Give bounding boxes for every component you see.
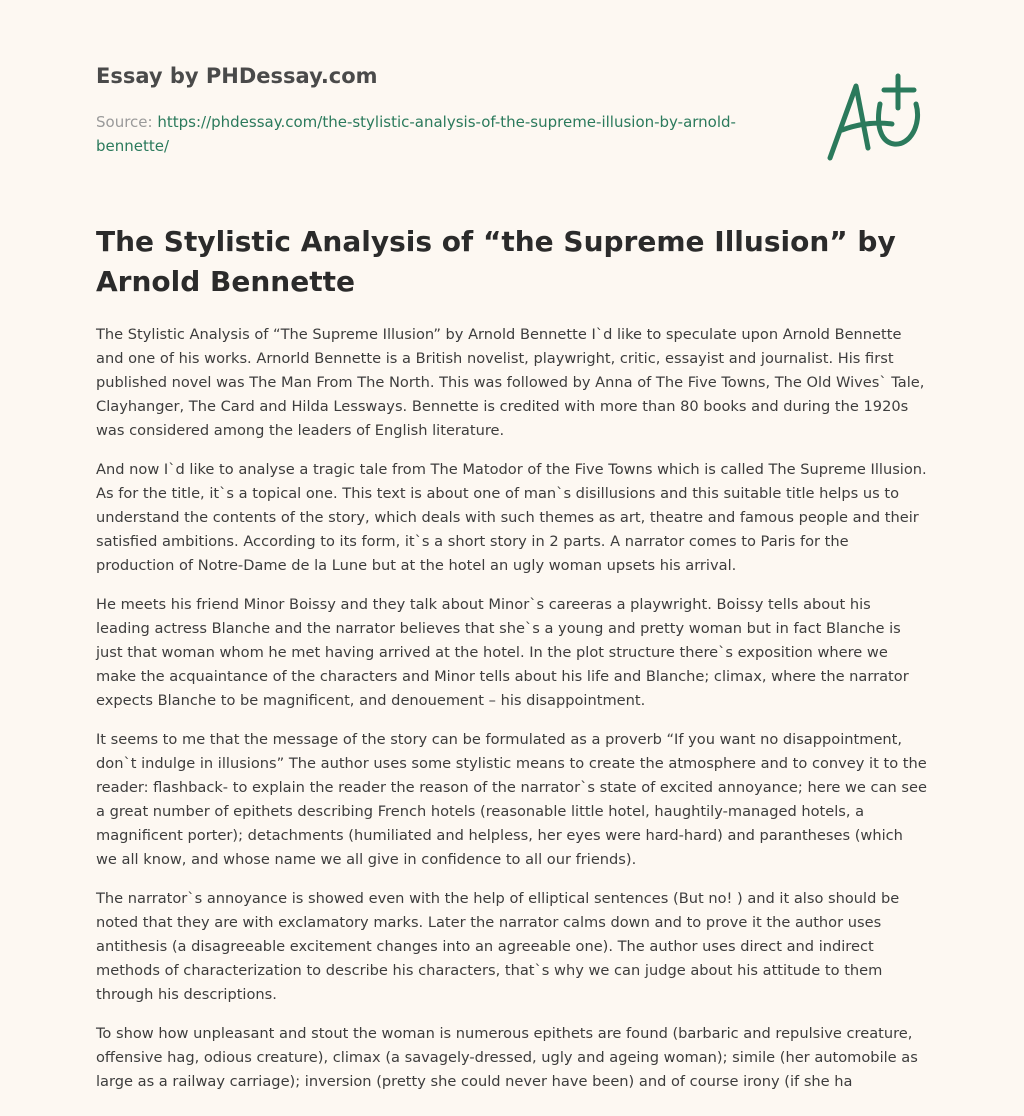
- article-title: The Stylistic Analysis of “the Supreme Illusion” by Arnold Bennette: [96, 225, 896, 298]
- source-label: Source:: [96, 113, 153, 131]
- site-title: Essay by PHDessay.com: [96, 64, 378, 88]
- source-link[interactable]: https://phdessay.com/the-stylistic-analysis-of-the-supreme-illusion-by-arnold-bennette/: [96, 113, 736, 155]
- article-body: [96, 323, 928, 1109]
- paragraph: It seems to me that the message of the story can be formulated as a proverb “If you want no disappointment, don`t indulge in illusions” The author uses some stylistic means to create the atmosphere and to convey it to the reader: flashback- to explain the reader the reason of the narrator`s state of excited annoyance; here we can see a great number of epithets describing French hotels (reasonable little hotel, haughtily-managed hotels, a magnificent porter); detachments (humiliated and helpless, her eyes were hard-hard) and parantheses (which we all know, and whose name we all give in confidence to all our friends).: [96, 731, 927, 868]
- paragraph: He meets his friend Minor Boissy and they talk about Minor`s careeras a playwright. Boissy tells about his leading actress Blanche and the narrator believes that she`s a young and pretty woman but in fact Blanche is just that woman whom he met having arrived at the hotel. In the plot structure there`s exposition where we make the acquaintance of the characters and Minor tells about his life and Blanche; climax, where the narrator expects Blanche to be magnificent, and denouement – his disappointment.: [96, 596, 909, 709]
- paragraph: To show how unpleasant and stout the woman is numerous epithets are found (barbaric and repulsive creature, offensive hag, odious creature), climax (a savagely-dressed, ugly and ageing woman); simile (her automobile as large as a railway carriage); inversion (pretty she could never have been) and of course irony (if she ha: [96, 1025, 918, 1090]
- paragraph: And now I`d like to analyse a tragic tale from The Matodor of the Five Towns which is called The Supreme Illusion. As for the title, it`s a topical one. This text is about one of man`s disillusions and this suitable title helps us to understand the contents of the story, which deals with such themes as art, theatre and famous people and their satisfied ambitions. According to its form, it`s a short story in 2 parts. A narrator comes to Paris for the production of Notre-Dame de la Lune but at the hotel an ugly woman upsets his arrival.: [96, 461, 927, 574]
- paragraph: The narrator`s annoyance is showed even with the help of elliptical sentences (But no! ) and it also should be noted that they are with exclamatory marks. Later the narrator calms down and to prove it the author uses antithesis (a disagreeable excitement changes into an agreeable one). The author uses direct and indirect methods of characterization to describe his characters, that`s why we can judge about his attitude to them through his descriptions.: [96, 890, 900, 1003]
- paragraph: The Stylistic Analysis of “The Supreme Illusion” by Arnold Bennette I`d like to speculate upon Arnold Bennette and one of his works. Arnorld Bennette is a British novelist, playwright, critic, essayist and journalist. His first published novel was The Man From The North. This was followed by Anna of The Five Towns, The Old Wives` Tale, Clayhanger, The Card and Hilda Lessways. Bennette is credited with more than 80 books and during the 1920s was considered among the leaders of English literature.: [96, 326, 925, 439]
- source-line: [96, 110, 756, 158]
- a-plus-grade-icon: [818, 68, 928, 164]
